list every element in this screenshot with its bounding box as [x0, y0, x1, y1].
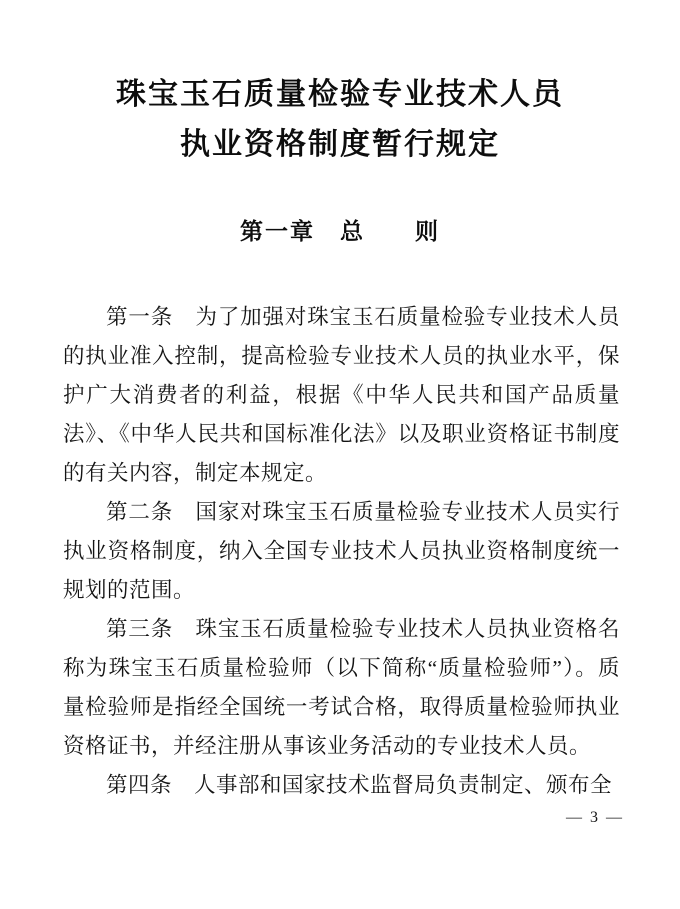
paragraph-article-3: 第三条 珠宝玉石质量检验专业技术人员执业资格名称为珠宝玉石质量检验师（以下简称“质量检验师”）。质量检验师是指经全国统一考试合格，取得质量检验师执业资格证书，并经注册从事该业务活动的专业技术人员。: [63, 617, 620, 758]
page-number: — 3 —: [566, 809, 624, 826]
document-body: [63, 298, 620, 805]
paragraph-article-1: 第一条 为了加强对珠宝玉石质量检验专业技术人员的执业准入控制，提高检验专业技术人员的执业水平，保护广大消费者的利益，根据《中华人民共和国产品质量法》、《中华人民共和国标准化法》以及职业资格证书制度的有关内容，制定本规定。: [63, 305, 620, 485]
chapter-heading: 第一章 总 则: [240, 218, 440, 244]
document-title: [40, 70, 640, 170]
paragraph-article-2: 第二条 国家对珠宝玉石质量检验专业技术人员实行执业资格制度，纳入全国专业技术人员执业资格制度统一规划的范围。: [63, 500, 620, 602]
document-title-line1: 珠宝玉石质量检验专业技术人员: [116, 78, 564, 111]
paragraph-article-4: 第四条 人事部和国家技术监督局负责制定、颁布全: [106, 773, 613, 797]
document-title-line2: 执业资格制度暂行规定: [180, 128, 500, 161]
